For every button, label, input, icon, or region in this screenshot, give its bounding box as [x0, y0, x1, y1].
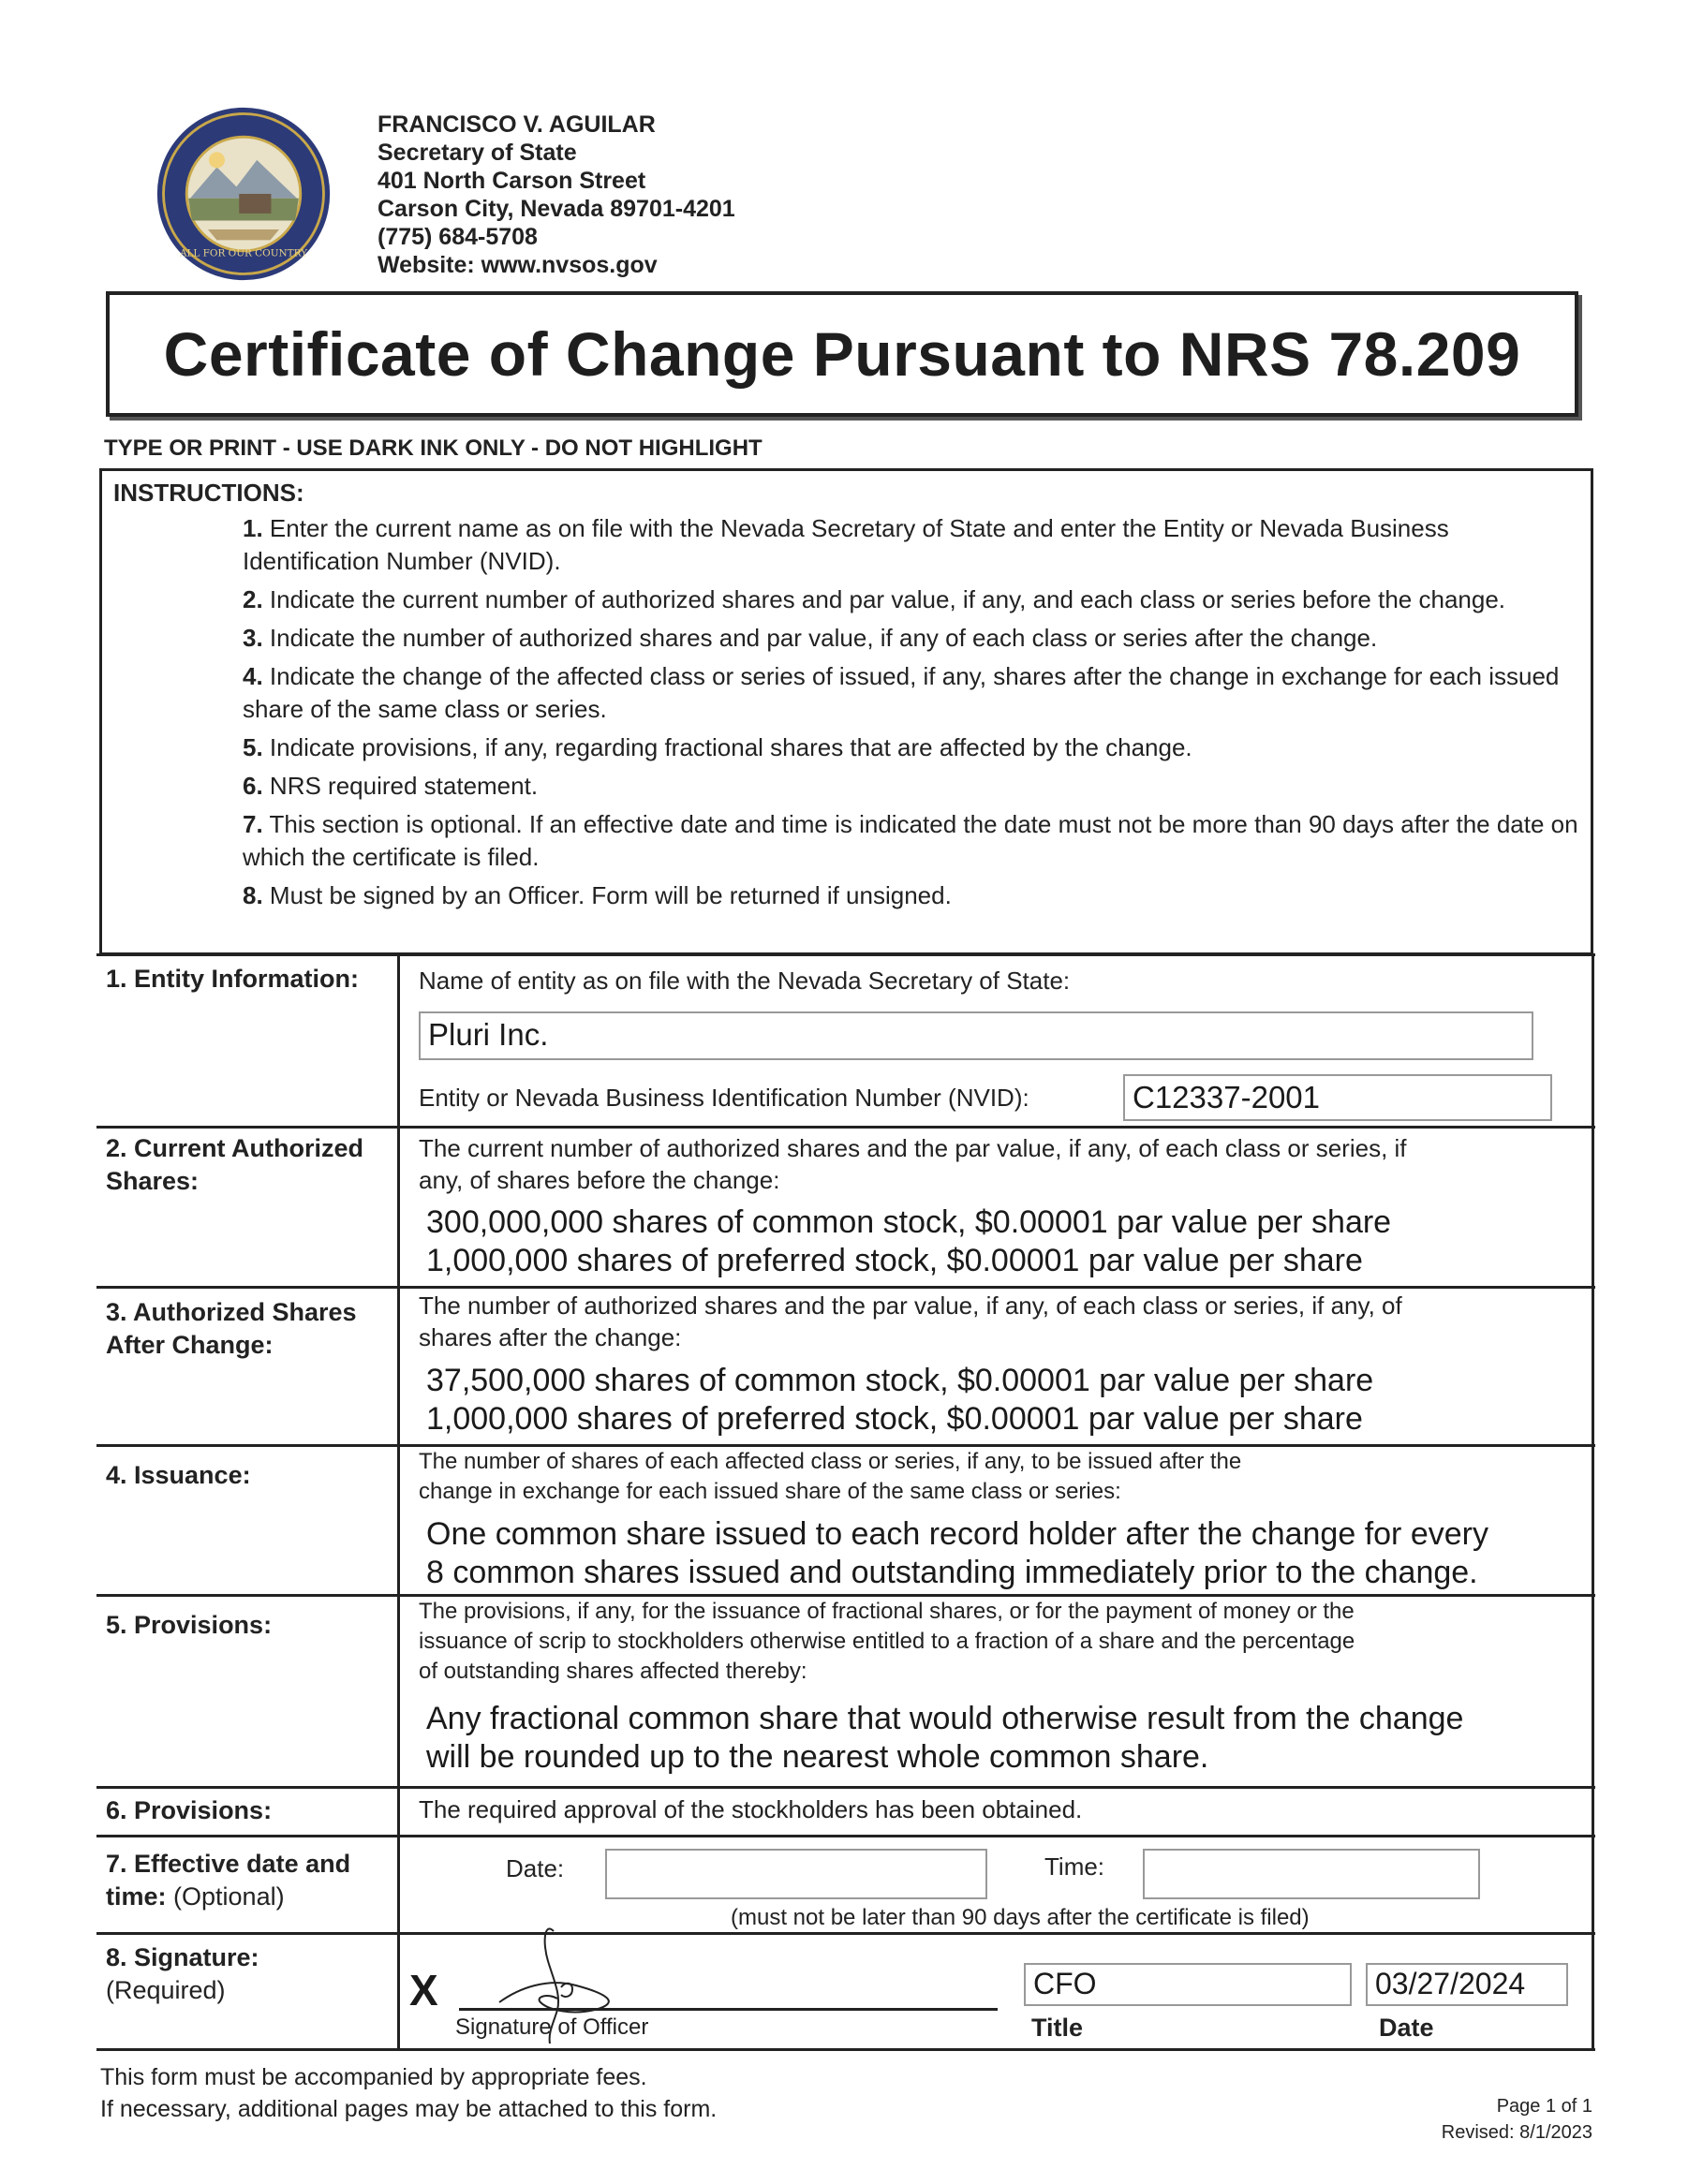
effective-date-note: (must not be later than 90 days after the certificate is filed) — [731, 1905, 1310, 1930]
provisions-5-label: 5. Provisions: — [106, 1611, 273, 1639]
entity-info-label: 1. Entity Information: — [106, 965, 359, 993]
row-divider — [96, 1835, 1595, 1837]
row-divider — [96, 2048, 1595, 2051]
official-name: FRANCISCO V. AGUILAR — [378, 111, 656, 138]
row-divider — [96, 1786, 1595, 1789]
address-line1: 401 North Carson Street — [378, 168, 646, 194]
row-divider — [96, 1126, 1595, 1129]
title-caption: Title — [1031, 2014, 1084, 2042]
effective-date-label: 7. Effective date and time: (Optional) — [106, 1850, 351, 1911]
row-divider — [96, 953, 1595, 956]
after-shares-label: 3. Authorized Shares After Change: — [106, 1298, 357, 1359]
revised-date: Revised: 8/1/2023 — [1441, 2122, 1592, 2143]
after-shares-value[interactable]: 37,500,000 shares of common stock, $0.00001 par value per share 1,000,000 shares of preferred stock, $0.00001 par value per share — [426, 1363, 1374, 1437]
issuance-description: The number of shares of each affected class or series, if any, to be issued after the change in exchange for each issued share of the same class or series: — [419, 1449, 1242, 1504]
signature-x-mark: X — [409, 1966, 438, 2014]
current-shares-value[interactable]: 300,000,000 shares of common stock, $0.00001 par value per share 1,000,000 shares of preferred stock, $0.00001 par value per share — [426, 1204, 1392, 1278]
instruction-item: 6. NRS required statement. — [243, 772, 539, 800]
instruction-item: 4. Indicate the change of the affected class or series of issued, if any, shares after the change in exchange for each issued share of the same class or series. — [243, 662, 1560, 723]
provisions-5-description: The provisions, if any, for the issuance of fractional shares, or for the payment of money or the issuance of scrip to stockholders otherwise entitled to a fraction of a share and the percentage of outstanding shares affected thereby: — [419, 1599, 1355, 1684]
signature-caption: Signature of Officer — [455, 2014, 649, 2040]
website: Website: www.nvsos.gov — [378, 252, 658, 278]
nvid-prompt: Entity or Nevada Business Identification Number (NVID): — [419, 1084, 1029, 1112]
entity-name-field[interactable]: Pluri Inc. — [419, 1011, 1533, 1060]
effective-time-field[interactable] — [1143, 1849, 1480, 1899]
entity-name-prompt: Name of entity as on file with the Nevada Secretary of State: — [419, 967, 1071, 995]
column-divider — [397, 953, 400, 2049]
instruction-item: 5. Indicate provisions, if any, regarding fractional shares that are affected by the change. — [243, 733, 1192, 761]
date-caption: Date — [1379, 2014, 1434, 2042]
current-shares-description: The current number of authorized shares and the par value, if any, of each class or series, if any, of shares before the change: — [419, 1134, 1407, 1194]
nevada-state-seal — [155, 105, 333, 283]
address-line2: Carson City, Nevada 89701-4201 — [378, 196, 735, 222]
page-number: Page 1 of 1 — [1496, 2096, 1592, 2117]
office-info — [378, 111, 735, 279]
instruction-item: 2. Indicate the current number of authorized shares and par value, if any, and each class or series before the change. — [243, 585, 1506, 613]
instruction-item: 7. This section is optional. If an effective date and time is indicated the date must not be more than 90 days after the date on which the certificate is filed. — [243, 810, 1578, 871]
page-info — [1405, 2093, 1592, 2146]
title-field[interactable]: CFO — [1024, 1963, 1352, 2006]
effective-date-field[interactable] — [605, 1849, 987, 1899]
signature-label: 8. Signature: (Required) — [106, 1943, 259, 2004]
instruction-item: 8. Must be signed by an Officer. Form will be returned if unsigned. — [243, 881, 952, 909]
title-box — [106, 291, 1578, 417]
signature-date-field[interactable]: 03/27/2024 — [1366, 1963, 1568, 2006]
instructions-box — [99, 468, 1593, 955]
issuance-label: 4. Issuance: — [106, 1461, 251, 1489]
instructions-heading: INSTRUCTIONS: — [113, 479, 304, 507]
form-title: Certificate of Change Pursuant to NRS 78.209 — [163, 319, 1521, 389]
type-print-note: TYPE OR PRINT - USE DARK INK ONLY - DO NOT HIGHLIGHT — [104, 435, 763, 461]
after-shares-description: The number of authorized shares and the par value, if any, of each class or series, if any, of shares after the change: — [419, 1291, 1402, 1351]
date-label: Date: — [506, 1854, 565, 1882]
provisions-6-label: 6. Provisions: — [106, 1796, 273, 1824]
table-right-border — [1592, 953, 1594, 2049]
row-divider — [96, 1286, 1595, 1289]
footer-notes: This form must be accompanied by appropriate fees. If necessary, additional pages may be attached to this form. — [100, 2064, 718, 2122]
time-label: Time: — [1044, 1852, 1105, 1881]
issuance-value[interactable]: One common share issued to each record holder after the change for every 8 common shares issued and outstanding immediately prior to the change. — [426, 1516, 1488, 1590]
instructions-list — [243, 512, 1582, 918]
instruction-item: 1. Enter the current name as on file with the Nevada Secretary of State and enter the Entity or Nevada Business Identification Number (NVID). — [243, 514, 1449, 575]
provisions-5-value[interactable]: Any fractional common share that would otherwise result from the change will be rounded up to the nearest whole common share. — [426, 1701, 1464, 1775]
instruction-item: 3. Indicate the number of authorized shares and par value, if any of each class or series after the change. — [243, 624, 1378, 652]
official-title: Secretary of State — [378, 140, 577, 166]
svg-text:ALL FOR OUR COUNTRY: ALL FOR OUR COUNTRY — [179, 247, 308, 259]
current-shares-label: 2. Current Authorized Shares: — [106, 1134, 364, 1195]
nvid-field[interactable]: C12337-2001 — [1123, 1074, 1552, 1121]
phone: (775) 684-5708 — [378, 224, 538, 250]
provisions-6-statement: The required approval of the stockholders has been obtained. — [419, 1795, 1083, 1823]
